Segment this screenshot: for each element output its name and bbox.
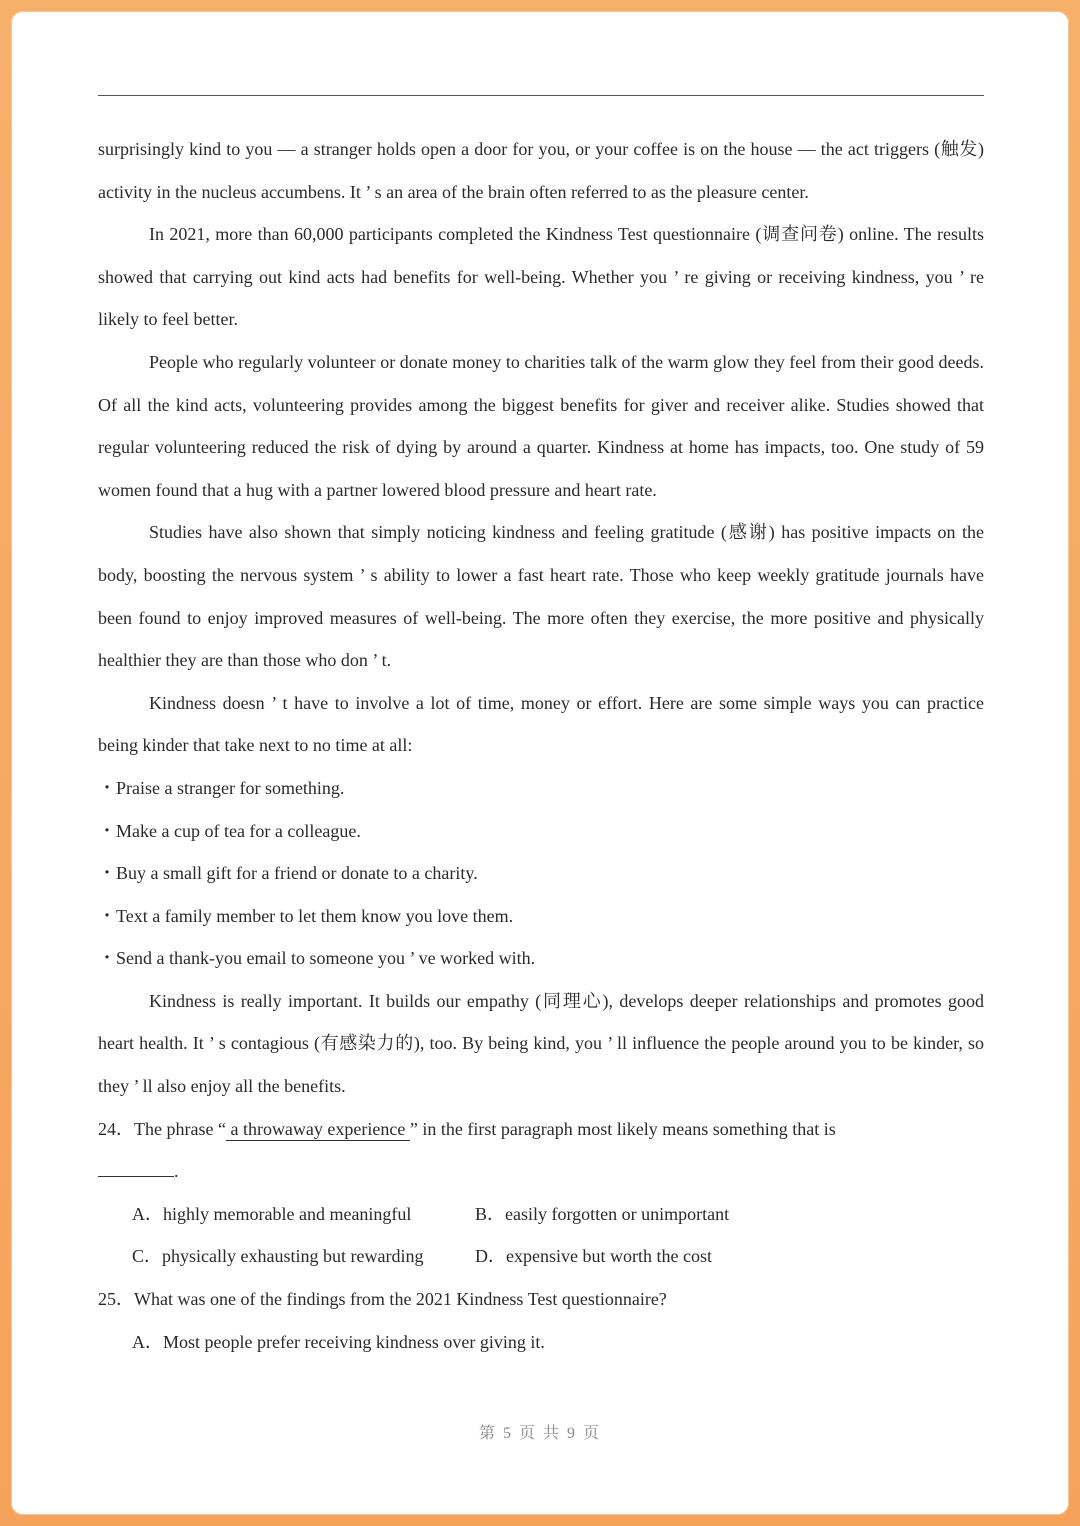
- paragraph: People who regularly volunteer or donate money to charities talk of the warm glow they feel from their good deeds. Of all the kind acts, volunteering provides among the biggest benefits for giver and receiver alike. Studies showed that regular volunteering reduced the risk of dying by around a quarter. Kindness at home has impacts, too. One study of 59 women found that a hug with a partner lowered blood pressure and heart rate.: [98, 351, 984, 500]
- answer-blank-line: [98, 1150, 984, 1193]
- paragraph: Kindness doesn ’ t have to involve a lot of time, money or effort. Here are some simple ways you can practice being kinder that take next to no time at all:: [98, 692, 984, 756]
- list-item: ・Buy a small gift for a friend or donate to a charity.: [98, 863, 478, 884]
- paragraph: In 2021, more than 60,000 participants completed the Kindness Test questionnaire (调查问卷) online. The results showed that carrying out kind acts had benefits for well-being. Whether you ’ re giving or receiving kindness, you ’ re likely to feel better.: [98, 224, 984, 330]
- question-24-options: [98, 1193, 984, 1278]
- list-item: ・Praise a stranger for something.: [98, 777, 345, 798]
- option-a: A．Most people prefer receiving kindness over giving it.: [132, 1331, 545, 1352]
- question-24: [98, 1108, 984, 1151]
- article-body: [98, 128, 984, 1363]
- paragraph: surprisingly kind to you — a stranger holds open a door for you, or your coffee is on the house — the act triggers (触发) activity in the nucleus accumbens. It ’ s an area of the brain often referred to as the pleasure center.: [98, 139, 984, 202]
- option-a: A．highly memorable and meaningful: [132, 1203, 412, 1224]
- paragraph: Kindness is really important. It builds our empathy (同理心), develops deeper relationships and promotes good heart health. It ’ s contagious (有感染力的), too. By being kind, you ’ ll influence the people around you to be kinder, so they ’ ll also enjoy all the benefits.: [98, 990, 984, 1097]
- option-d: D．expensive but worth the cost: [475, 1246, 712, 1267]
- underlined-phrase: a throwaway experience: [225, 1118, 410, 1139]
- paragraph: Studies have also shown that simply noticing kindness and feeling gratitude (感谢) has positive impacts on the body, boosting the nervous system ’ s ability to lower a fast heart rate. Those who keep weekly gratitude journals have been found to enjoy improved measures of well-being. The more often they exercise, the more positive and physically healthier they are than those who don ’ t.: [98, 522, 984, 671]
- page-footer: 第 5 页 共 9 页: [478, 1425, 601, 1442]
- question-number: 25．: [98, 1289, 134, 1310]
- list-item: ・Text a family member to let them know you love them.: [98, 905, 514, 926]
- option-c: C．physically exhausting but rewarding: [132, 1246, 424, 1267]
- question-stem: What was one of the findings from the 2021 Kindness Test questionnaire?: [134, 1289, 667, 1310]
- blank-period: .: [174, 1161, 179, 1182]
- answer-blank: [98, 1162, 174, 1177]
- question-stem-before: The phrase “: [134, 1118, 226, 1139]
- header-rule: [98, 95, 984, 96]
- list-item: ・Send a thank-you email to someone you ’ ve worked with.: [98, 948, 536, 969]
- question-25: [98, 1278, 984, 1321]
- list-item: ・Make a cup of tea for a colleague.: [98, 820, 361, 841]
- question-25-options: [98, 1321, 984, 1364]
- option-b: B．easily forgotten or unimportant: [475, 1203, 730, 1224]
- question-stem-after: ” in the first paragraph most likely means something that is: [409, 1118, 836, 1139]
- question-number: 24．: [98, 1118, 134, 1139]
